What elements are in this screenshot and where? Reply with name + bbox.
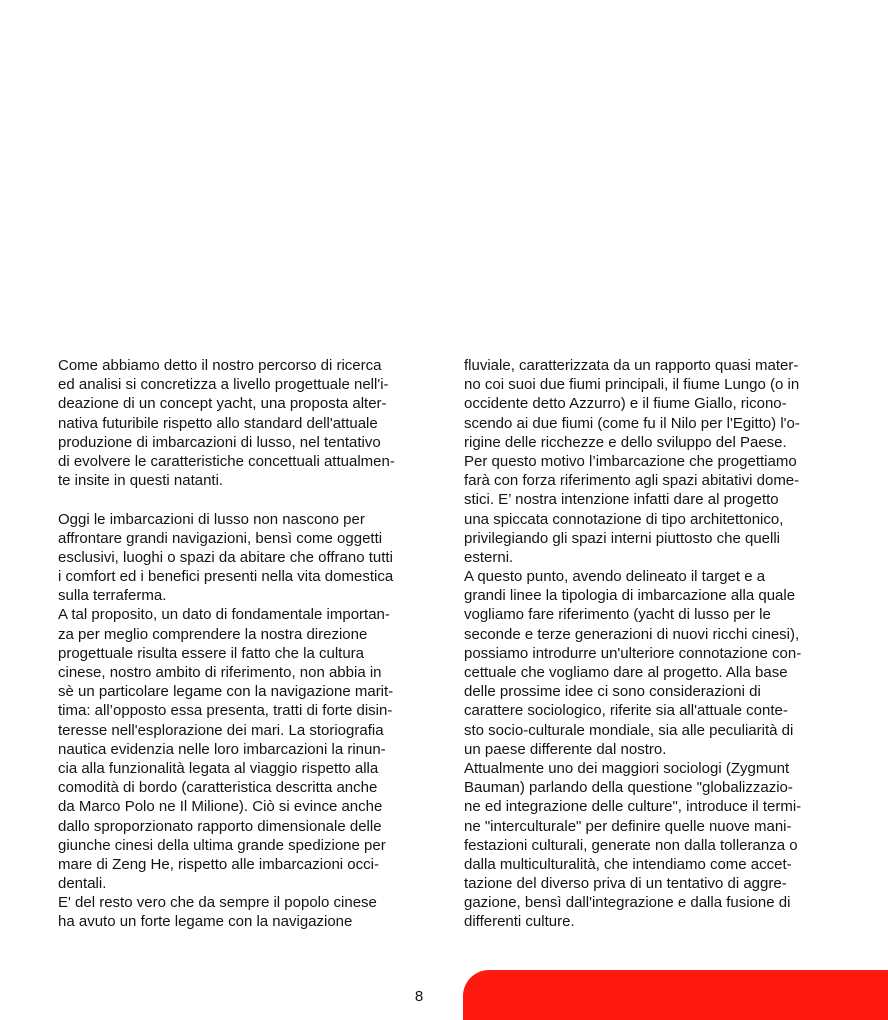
text-line: ed analisi si concretizza a livello progettuale nell'i- <box>58 376 389 394</box>
text-line: una spiccata connotazione di tipo architettonico, <box>464 510 784 528</box>
text-line: affrontare grandi navigazioni, bensì come oggetti <box>58 529 383 547</box>
right-text-column <box>464 356 836 932</box>
text-line: esterni. <box>464 548 514 566</box>
text-line: un paese differente dal nostro. <box>464 740 667 758</box>
text-line: dalla multiculturalità, che intendiamo come accet- <box>464 855 792 873</box>
text-line: sè un particolare legame con la navigazione marit- <box>58 683 394 701</box>
text-line: seconde e terze generazioni di nuovi ricchi cinesi), <box>464 625 800 643</box>
text-line: festazioni culturali, generate non dalla tolleranza o <box>464 836 798 854</box>
text-line: cettuale che vogliamo dare al progetto. Alla base <box>464 664 788 681</box>
text-line: nautica evidenzia nelle loro imbarcazioni la rinun- <box>58 740 386 758</box>
text-line: i comfort ed i benefici presenti nella vita domestica <box>58 568 394 586</box>
text-line: scendo ai due fiumi (come fu il Nilo per l'Egitto) l'o- <box>464 414 800 432</box>
page-number: 8 <box>414 988 424 1005</box>
text-line: giunche cinesi della ultima grande spedizione per <box>58 836 386 854</box>
text-line: tima: all’opposto essa presenta, tratti di forte disin- <box>58 702 393 720</box>
text-line: Attualmente uno dei maggiori sociologi (Zygmunt <box>464 759 790 777</box>
text-line: Per questo motivo l’imbarcazione che progettiamo <box>464 452 797 470</box>
text-line: te insite in questi natanti. <box>58 472 224 490</box>
text-line: no coi suoi due fiumi principali, il fiume Lungo (o in <box>464 376 800 394</box>
text-line: tazione del diverso priva di un tentativo di aggre- <box>464 875 787 893</box>
text-line: gazione, bensì dall'integrazione e dalla fusione di <box>464 894 791 912</box>
text-line: A questo punto, avendo delineato il target e a <box>464 568 766 586</box>
text-line: teresse nell'esplorazione dei mari. La storiografia <box>58 721 384 739</box>
text-line: rigine delle ricchezze e dello sviluppo del Paese. <box>464 433 787 451</box>
text-line: produzione di imbarcazioni di lusso, nel tentativo <box>58 433 381 451</box>
text-line: ne ed integrazione delle culture", introduce il termi- <box>464 798 802 816</box>
text-line: mare di Zeng He, rispetto alle imbarcazioni occi- <box>58 855 379 873</box>
text-line: Come abbiamo detto il nostro percorso di ricerca <box>58 357 382 374</box>
text-line: farà con forza riferimento agli spazi abitativi dome- <box>464 472 800 490</box>
text-line: differenti culture. <box>464 913 575 931</box>
text-line: progettuale risulta essere il fatto che la cultura <box>58 644 364 662</box>
footer-accent-band <box>463 970 888 1020</box>
text-line: cia alla funzionalità legata al viaggio rispetto alla <box>58 759 379 777</box>
text-line: comodità di bordo (caratteristica descritta anche <box>58 779 378 797</box>
text-line: vogliamo fare riferimento (yacht di lusso per le <box>464 606 771 624</box>
text-line: possiamo introdurre un'ulteriore connotazione con- <box>464 644 802 662</box>
text-line: di evolvere le caratteristiche concettuali attualmen- <box>58 452 395 470</box>
text-line: esclusivi, luoghi o spazi da abitare che offrano tutti <box>58 548 393 566</box>
paragraph-gap <box>58 490 428 509</box>
text-line: privilegiando gli spazi interni piuttosto che quelli <box>464 529 781 547</box>
text-line: delle prossime idee ci sono considerazioni di <box>464 683 761 701</box>
text-line: Bauman) parlando della questione "globalizzazio- <box>464 779 793 797</box>
text-line: dentali. <box>58 875 107 893</box>
left-text-column <box>58 356 428 932</box>
text-line: ha avuto un forte legame con la navigazione <box>58 913 353 931</box>
text-line: dallo sproporzionato rapporto dimensionale delle <box>58 817 382 835</box>
text-line: occidente detto Azzurro) e il fiume Giallo, ricono- <box>464 395 787 413</box>
text-line: A tal proposito, un dato di fondamentale importan- <box>58 606 390 624</box>
text-line: sulla terraferma. <box>58 587 167 605</box>
text-line: fluviale, caratterizzata da un rapporto quasi mater- <box>464 357 799 374</box>
text-line: da Marco Polo ne Il Milione). Ciò si evince anche <box>58 798 383 816</box>
text-line: carattere sociologico, riferite sia all'attuale conte- <box>464 702 788 720</box>
text-line: cinese, nostro ambito di riferimento, non abbia in <box>58 664 382 681</box>
text-line: sto socio-culturale mondiale, sia alle peculiarità di <box>464 721 794 739</box>
text-line: stici. E’ nostra intenzione infatti dare al progetto <box>464 491 779 509</box>
text-line: nativa futuribile rispetto allo standard dell'attuale <box>58 414 378 432</box>
text-line: ne "interculturale" per definire quelle nuove mani- <box>464 817 792 835</box>
text-line: Oggi le imbarcazioni di lusso non nascono per <box>58 510 365 528</box>
text-line: za per meglio comprendere la nostra direzione <box>58 625 368 643</box>
text-line: E' del resto vero che da sempre il popolo cinese <box>58 894 377 912</box>
text-line: grandi linee la tipologia di imbarcazione alla quale <box>464 587 796 605</box>
text-line: deazione di un concept yacht, una proposta alter- <box>58 395 387 413</box>
